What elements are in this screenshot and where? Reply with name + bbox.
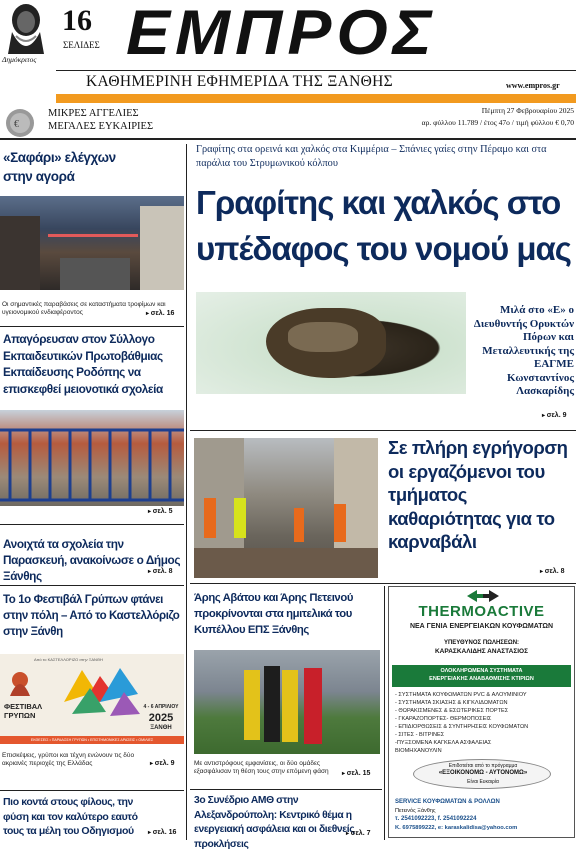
newspaper-subtitle: ΚΑΘΗΜΕΡΙΝΗ ΕΦΗΜΕΡΙΔΑ ΤΗΣ ΞΑΝΘΗΣ (86, 73, 393, 90)
pages-label: ΣΕΛΙΔΕΣ (63, 40, 100, 50)
safari-caption: Οι σημαντικές παραβάσεις σε καταστήματα τροφίμων και υγειονομικού ενδιαφέροντος (2, 301, 166, 316)
masthead (0, 0, 576, 140)
main-side-text: Μιλά στο «Ε» ο Διευθυντής Ορυκτών Πόρων και Μεταλλευτικής της ΕΑΓΜΕ Κωνσταντίνος Λασκαρίδης (473, 304, 574, 397)
issue-date: Πέμπτη 27 Φεβρουαρίου 2025 (481, 106, 574, 115)
article-schools[interactable] (0, 527, 184, 585)
main-page-ref[interactable]: ▸ σελ. 9 (542, 412, 566, 419)
ad-item: - ΘΩΡΑΚΙΣΜΕΝΕΣ & ΕΣΩΤΕΡΙΚΕΣ ΠΟΡΤΕΣ (395, 708, 509, 714)
poster-title: ΦΕΣΤΙΒΑΛ ΓΡΥΠΩΝ (4, 702, 43, 720)
football-caption: Με αντιστρόφους εμφανίσεις, οι δύο ομάδες εξασφάλισαν τη θέση τους στην επόμενη φάση (194, 760, 329, 775)
main-headline: Γραφίτης και χαλκός στο υπέδαφος του νομού μας (196, 184, 571, 267)
ad-systems-l1: ΟΛΟΚΛΗΡΩΜΕΝΑ ΣΥΣΤΗΜΑΤΑ (440, 668, 523, 674)
football-headline: Άρης Αβάτου και Άρης Πετεινού προκρίνονται στα ημιτελικά του Κυπέλλου ΕΠΣ Ξάνθης (194, 592, 353, 636)
ad-address: Πετεινός Ξάνθης (395, 808, 436, 814)
article-cleaning[interactable] (190, 432, 576, 582)
ad-item: - ΣΙΤΕΣ - ΒΙΤΡΙΝΕΣ (395, 732, 445, 738)
ad-item: - ΓΚΑΡΑΖΟΠΟΡΤΕΣ- ΘΕΡΜΟΠΟΣΕΙΣ (395, 716, 492, 722)
football-page-ref[interactable]: ▸ σελ. 15 (342, 770, 370, 777)
ad-item: - ΕΠΙΔΙΟΡΘΩΣΕΙΣ & ΣΥΝΤΗΡΗΣΕΙΣ ΚΟΥΦΩΜΑΤΩΝ (395, 724, 529, 730)
article-festival[interactable] (0, 588, 184, 788)
congress-page-ref[interactable]: ▸ σελ. 7 (346, 830, 370, 837)
cleaning-headline: Σε πλήρη εγρήγορση οι εργαζόμενοι του τμήματος καθαριότητας για το καρναβάλι (388, 437, 568, 552)
article-congress[interactable] (190, 792, 382, 850)
website-link[interactable]: www.empros.gr (506, 81, 560, 90)
ad-manager-title: ΥΠΕΥΘΥΝΟΣ ΠΩΛΗΣΕΩΝ: (443, 640, 520, 646)
ad-brand: THERMOACTIVE (418, 603, 545, 620)
cleaning-bottom-rule (190, 583, 576, 584)
griffin-emblem-icon (4, 666, 36, 700)
ad-item: - ΣΥΣΤΗΜΑΤΑ ΚΟΥΦΩΜΑΤΩΝ PVC & ΑΛΟΥΜΙΝΙΟΥ (395, 692, 527, 698)
ad-item: ΒΙΟΜΗΧΑΝΟΥΛΙΝ (395, 748, 442, 754)
left-rule-3 (0, 585, 184, 586)
safari-headline: «Σαφάρι» ελέγχων στην αγορά (3, 150, 116, 184)
ad-contact[interactable]: Κ. 6975899222, e: karaskalidisa@yahoo.com (395, 825, 518, 831)
festival-poster (0, 654, 184, 744)
article-teachers[interactable] (0, 328, 184, 520)
ad-systems-banner (392, 665, 571, 687)
schools-headline: Ανοιχτά τα σχολεία την Παρασκευή, ανακοίνωσε ο Δήμος Ξάνθης (3, 537, 181, 583)
ad-program-l2: «ΕΞΟΙΚΟΝΟΜΩ - ΑΥΤΟΝΟΜΩ» (438, 770, 528, 776)
democritus-bust-icon (4, 2, 48, 54)
left-rule-4 (0, 790, 184, 791)
ad-program-l1: Επιδοτείται από το πρόγραμμα (448, 763, 518, 769)
ad-item: - ΣΥΣΤΗΜΑΤΑ ΣΚΙΑΣΗΣ & ΚΙΓΚΛΙΔΩΜΑΤΩΝ (395, 700, 508, 706)
left-rule-2 (0, 524, 184, 525)
ad-item: -ΠΥΞΣΟΜΕΝΑ ΚΑΓΚΕΛΑ ΑΣΦΑΛΕΙΑΣ (395, 740, 492, 746)
poster-footer: ΕΚΘΕΣΕΙΣ • ΠΑΡΑΔΟΣΗ ΓΡΥΠΩΝ • ΕΠΙΣΤΗΜΟΝΙΚΕΣ ΔΡΑΣΕΙΣ • ΟΜΙΛΙΕΣ (0, 736, 184, 744)
festival-page-ref[interactable]: ▸ σελ. 9 (150, 760, 174, 767)
main-bottom-rule (190, 430, 576, 431)
issue-info: αρ. φύλλου 11.789 / έτος 47ο / τιμή φύλλου € 0,70 (421, 118, 574, 127)
congress-headline: 3ο Συνέδριο ΑΜΘ στην Αλεξανδρούπολη: Κεντρικό θέμα η ενεργειακή ασφάλεια και οι διεθνείς προκλήσεις (194, 795, 355, 850)
masthead-rule (56, 70, 576, 71)
ad-divider (384, 586, 385, 840)
teachers-page-ref[interactable]: ▸ σελ. 5 (148, 508, 172, 515)
safari-page-ref[interactable]: ▸ σελ. 16 (146, 310, 174, 317)
thermoactive-ad[interactable] (388, 586, 575, 838)
friends-headline: Πιο κοντά στους φίλους, την φύση και τον καλύτερο εαυτό τους τα μέλη του Οδηγισμού (3, 796, 138, 837)
ad-service: SERVICE ΚΟΥΦΩΜΑΤΩΝ & ΡΟΛΛΩΝ (395, 799, 500, 805)
arrows-logo-icon (465, 589, 501, 603)
svg-text:€: € (14, 119, 19, 130)
left-column-divider (186, 144, 187, 840)
article-friends[interactable] (0, 793, 184, 841)
main-kicker: Γραφίτης στα ορεινά και χαλκός στα Κιμμέρια – Σπάνιες γαίες στην Πέραμο και στα παράλια του Στρυμωνικού κόλπου (196, 144, 547, 169)
pages-number: 16 (62, 4, 92, 37)
orange-band (56, 94, 576, 103)
classifieds-line2: ΜΕΓΑΛΕΣ ΕΥΚΑΙΡΙΕΣ (48, 121, 154, 132)
school-fence-photo (0, 410, 184, 506)
ad-items-list (395, 691, 571, 755)
poster-city: ΞΑΝΘΗ (150, 725, 172, 731)
poster-dates: 4 - 6 ΑΠΡΙΛΙΟΥ (143, 704, 179, 710)
ad-phone[interactable]: τ. 2541092223, f. 2541092224 (395, 816, 477, 822)
market-street-photo (0, 196, 184, 290)
teachers-headline: Απαγόρευσαν στον Σύλλογο Εκπαιδευτικών Πρωτοβάθμιας Εκπαίδευσης Ροδόπης να επισκεφθεί μειονοτικά σχολεία (3, 332, 163, 396)
cleaning-workers-photo (194, 438, 378, 578)
ad-tagline: ΝΕΑ ΓΕΝΙΑ ΕΝΕΡΓΕΙΑΚΩΝ ΚΟΥΦΩΜΑΤΩΝ (409, 623, 554, 630)
cleaning-page-ref[interactable]: ▸ σελ. 8 (540, 568, 564, 575)
ad-manager-name: ΚΑΡΑΣΚΑΛΙΔΗΣ ΑΝΑΣΤΑΣΙΟΣ (434, 648, 529, 655)
football-players-photo (194, 650, 380, 754)
ad-program-l3: Είναι Ευκαιρία (467, 779, 499, 785)
ad-program-box (413, 759, 551, 789)
ad-systems-l2: ΕΝΕΡΓΕΙΑΚΗΣ ΑΝΑΒΑΘΜΙΣΗΣ ΚΤΙΡΙΩΝ (429, 676, 534, 682)
poster-topline: Από το ΚΑΣΤΕΛΛΟΡΙΖΟ στην ΞΑΝΘΗ (34, 657, 103, 662)
schools-page-ref[interactable]: ▸ σελ. 8 (148, 568, 172, 575)
article-safari[interactable] (0, 140, 184, 326)
graphite-rock-photo (196, 292, 466, 394)
philosopher-caption: Δημόκριτος (2, 55, 37, 64)
festival-headline: Το 1ο Φεστιβάλ Γρύπων φτάνει στην πόλη – Από το Καστελλόριζο στην Ξάνθη (3, 594, 180, 638)
colorful-griffins-icon (60, 662, 144, 720)
football-bottom-rule (190, 789, 382, 790)
classifieds-line1: ΜΙΚΡΕΣ ΑΓΓΕΛΙΕΣ (48, 108, 139, 119)
article-football[interactable] (190, 586, 382, 786)
classifieds-icon (2, 103, 44, 137)
poster-year: 2025 (148, 712, 174, 724)
friends-page-ref[interactable]: ▸ σελ. 16 (148, 829, 176, 836)
festival-caption: Επισκέψεις, γρύποι και τέχνη ενώνουν τις δύο ακριανές περιοχές της Ελλάδας (2, 752, 135, 767)
newspaper-title: ΕΜΠΡΟΣ (126, 0, 437, 68)
main-story[interactable] (190, 140, 576, 430)
left-rule-1 (0, 326, 184, 327)
